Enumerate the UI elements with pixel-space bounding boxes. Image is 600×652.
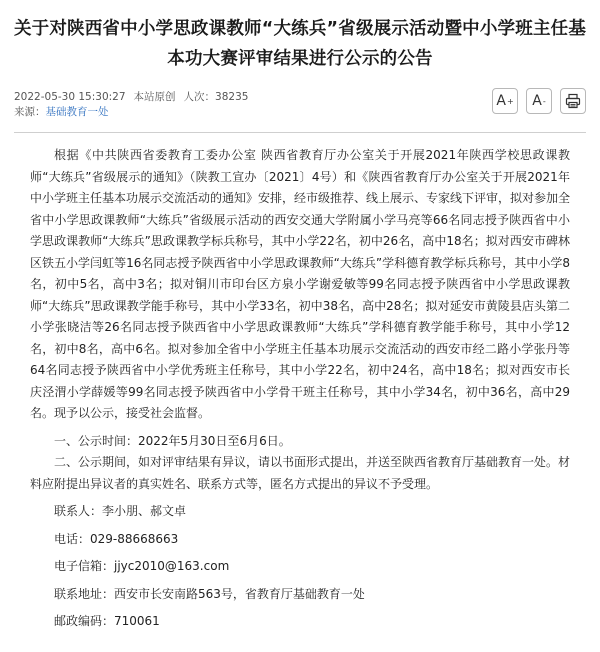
main-paragraph: 根据《中共陕西省委教育工委办公室 陕西省教育厅办公室关于开展2021年陕西学校思政课教师“大练兵”省级展示的通知》（陕教工宣办〔2021〕4号）和《陕西省教育厅办公室关于开展2021年中小学班主任基本功展示交流活动的通知》安排，经市级推荐、线上展示、专家线下评审，拟对参加全省中小学思政课教师“大练兵”省级展示活动的西安交通大学附属小学马亮等66名同志授予陕西省中小学思政课教师“大练兵”思政课教学标兵称号，其中小学22名，初中26名，高中18名；拟对西安市碑林区铁五小学闫虹等16名同志授予陕西省中小学思政课教师“大练兵”学科德育教学标兵称号，其中小学8名，初中5名，高中3名；拟对铜川市印台区方泉小学谢爱敏等99名同志授予陕西省中小学思政课教师“大练兵”思政课教学能手称号，其中小学33名，初中38名，高中28名；拟对延安市黄陵县店头第二小学张晓洁等26名同志授予陕西省中小学思政课教师“大练兵”学科德育教学能手称号，其中小学12名，初中8名，高中6名。拟对参加全省中小学班主任基本功展示交流活动的西安市经二路小学张丹等64名同志授予陕西省中小学优秀班主任称号，其中小学22名，初中24名，高中18名；拟对西安市长庆泾渭小学薛媛等99名同志授予陕西省中小学骨干班主任称号，其中小学34名，初中36名，高中29名。现予以公示，接受社会监督。 [30,148,571,420]
postal-code: 邮政编码：710061 [54,614,160,628]
font-smaller-sup: - [542,96,546,106]
font-smaller-label: A [532,93,542,109]
print-button[interactable] [560,88,586,114]
origin-label: 来源： [14,106,46,118]
contact-person: 联系人：李小朋、郝文卓 [54,504,187,518]
contact-address: 联系地址：西安市长安南路563号，省教育厅基础教育一处 [54,586,365,601]
contact-email: 电子信箱：jjyc2010@163.com [54,559,230,573]
contact-phone: 电话：029-88668663 [54,531,179,546]
printer-icon [565,93,581,109]
font-larger-sup: + [506,96,514,106]
article-title: 关于对陕西省中小学思政课教师“大练兵”省级展示活动暨中小学班主任基本功大赛评审结果进行公示的公告 [13,19,587,69]
views-count: 38235 [215,91,249,103]
font-larger-label: A [496,93,506,109]
source-label: 本站原创 [133,91,176,103]
objection-instructions: 二、公示期间，如对评审结果有异议，请以书面形式提出，并送至陕西省教育厅基础教育一处。材料应附提出异议者的真实姓名、联系方式等，匿名方式提出的异议不予受理。 [30,455,571,491]
views-label: 人次： [183,91,216,103]
notice-time: 一、公示时间：2022年5月30日至6月6日。 [54,433,291,448]
origin-link[interactable]: 基础教育一处 [45,106,109,118]
publish-datetime: 2022-05-30 15:30:27 [14,91,126,103]
font-larger-button[interactable] [492,88,518,114]
article-toolbar [492,88,586,114]
font-smaller-button[interactable] [526,88,552,114]
article-body [30,145,570,633]
article-meta [14,90,586,133]
